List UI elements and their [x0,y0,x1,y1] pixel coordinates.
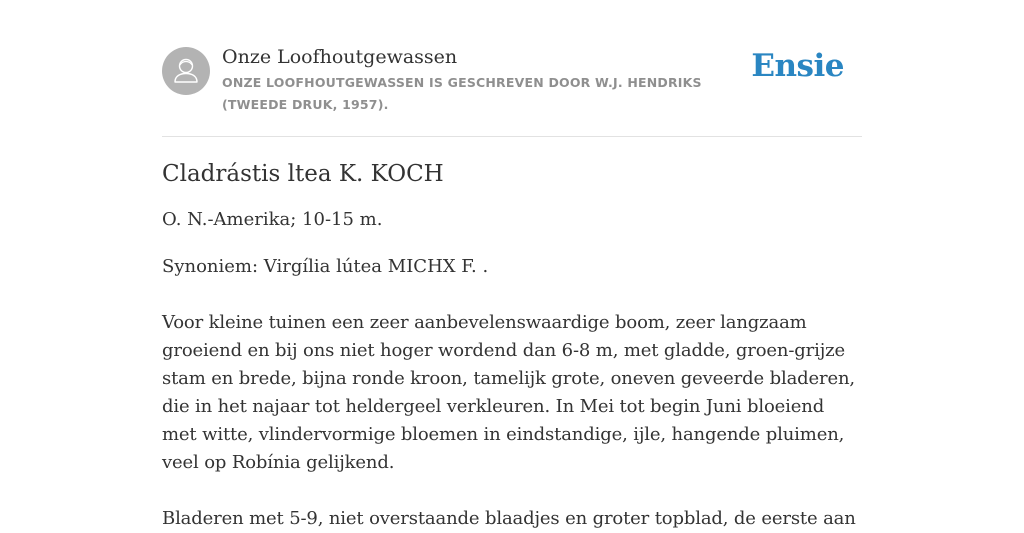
user-icon [162,47,210,95]
source-title[interactable]: Onze Loofhoutgewassen [222,46,458,68]
source-description: ONZE LOOFHOUTGEWASSEN IS GESCHREVEN DOOR W.J. HENDRIKS (TWEEDE DRUK, 1957). [222,75,702,112]
article-range: O. N.-Amerika; 10-15 m. [162,209,383,230]
source-header [162,44,862,137]
article-paragraph: Bladeren met 5-9, niet overstaande blaadjes en groter topblad, de eerste aan [162,508,856,529]
article-paragraph: Voor kleine tuinen een zeer aanbevelenswaardige boom, zeer langzaam groeiend en bij ons niet hoger wordend dan 6-8 m, met gladde, groen-grijze stam en brede, bijna ronde kroon, tamelijk grote, oneven geveerde bladeren, die in het najaar tot heldergeel verkleuren. In Mei tot begin Juni bloeiend met witte, vlindervormige bloemen in eindstandige, ijle, hangende pluimen, veel op Robínia gelijkend. [162,312,855,473]
article-synonym: Synoniem: Virgília lútea MICHX F. . [162,256,489,277]
article-title: Cladrástis ltea K. KOCH [162,161,444,187]
ensie-logo[interactable]: Ensie [751,48,844,84]
article [162,156,862,533]
